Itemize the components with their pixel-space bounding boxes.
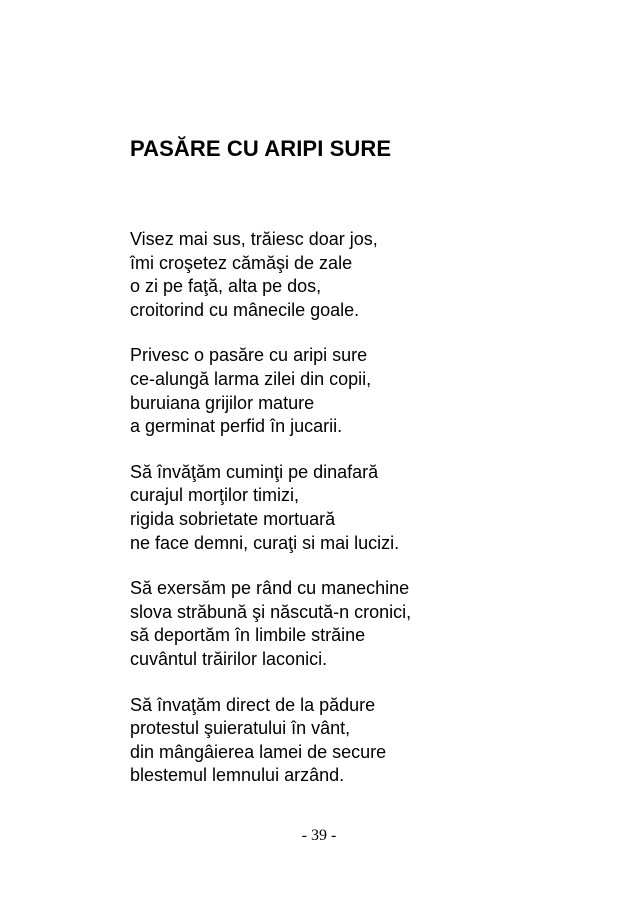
- poem-line: rigida sobrietate mortuară: [130, 508, 336, 529]
- stanza-5: [130, 694, 570, 788]
- poem-line: blestemul lemnului arzând.: [130, 765, 345, 786]
- poem-line: cuvântul trăirilor laconici.: [130, 648, 328, 669]
- poem-line: Să învăţăm cuminţi pe dinafară: [130, 461, 379, 482]
- poem-line: Să exersăm pe rând cu manechine: [130, 578, 410, 599]
- poem-body: [130, 228, 570, 810]
- stanza-4: [130, 577, 570, 671]
- poem-line: să deportăm în limbile străine: [130, 625, 366, 646]
- poem-line: a germinat perfid în jucarii.: [130, 416, 343, 437]
- poem-line: ce-alungă larma zilei din copii,: [130, 368, 372, 389]
- poem-line: buruiana grijilor mature: [130, 392, 315, 413]
- stanza-1: [130, 228, 570, 322]
- poem-line: din mângâierea lamei de secure: [130, 741, 387, 762]
- poem-line: o zi pe faţă, alta pe dos,: [130, 276, 322, 297]
- poem-line: Să învaţăm direct de la pădure: [130, 694, 376, 715]
- poem-line: curajul morţilor timizi,: [130, 485, 300, 506]
- poem-title: PASĂRE CU ARIPI SURE: [130, 136, 392, 161]
- page-number: - 39 -: [301, 827, 337, 844]
- poem-line: ne face demni, curaţi si mai lucizi.: [130, 532, 400, 553]
- stanza-3: [130, 461, 570, 555]
- poem-line: protestul şuieratului în vânt,: [130, 718, 351, 739]
- poem-line: slova străbună şi născută-n cronici,: [130, 601, 412, 622]
- poem-line: Visez mai sus, trăiesc doar jos,: [130, 229, 378, 249]
- stanza-2: [130, 344, 570, 438]
- poem-line: croitorind cu mânecile goale.: [130, 299, 360, 320]
- poem-line: Privesc o pasăre cu aripi sure: [130, 345, 368, 366]
- poem-line: îmi croşetez cămăşi de zale: [130, 252, 353, 273]
